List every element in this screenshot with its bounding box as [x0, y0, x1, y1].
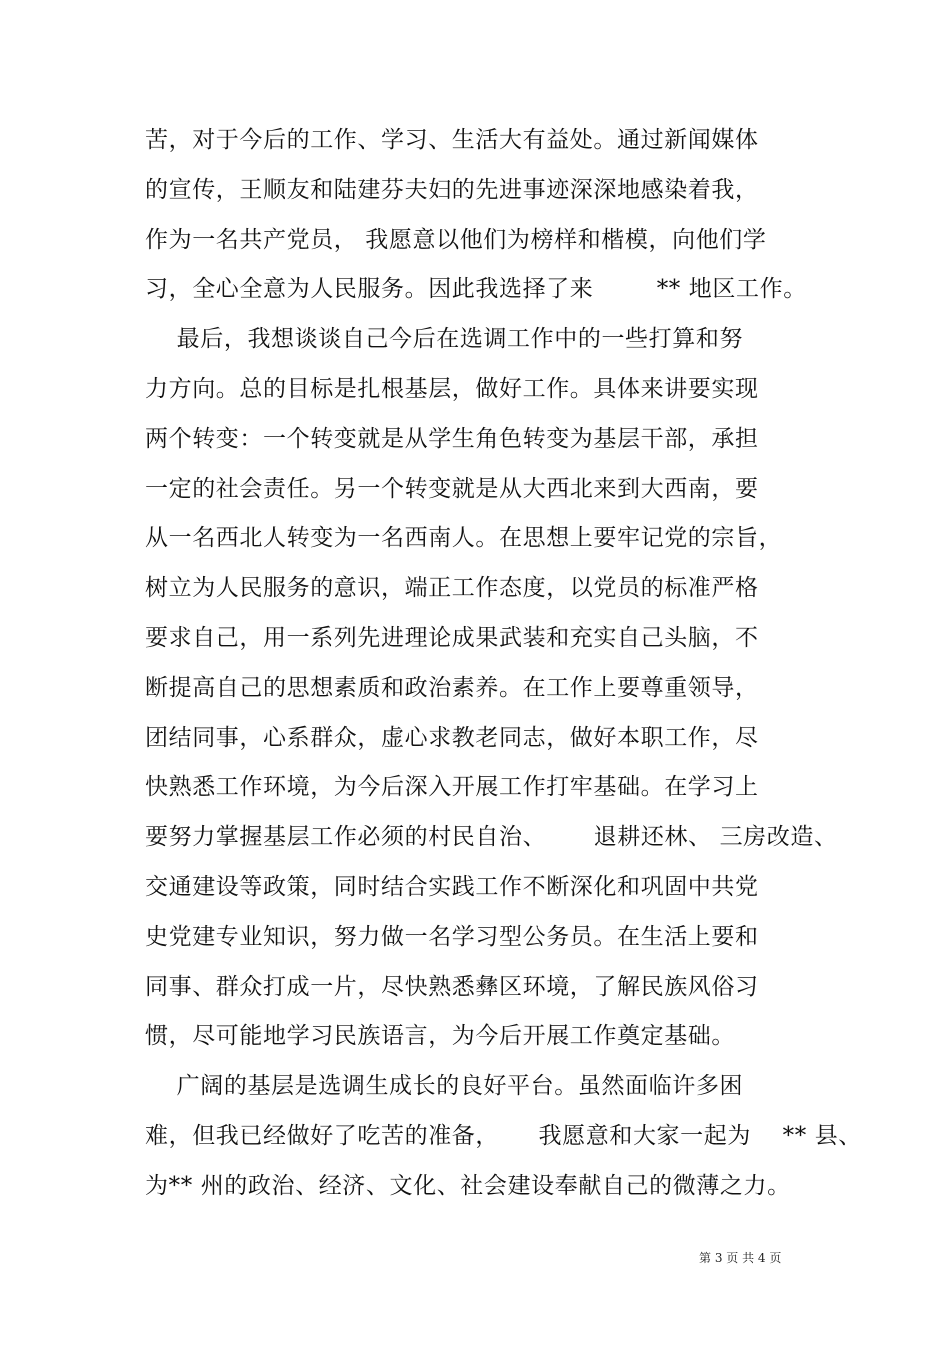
body-text-line: 广阔的基层是选调生成长的良好平台。虽然面临许多困 [145, 1073, 744, 1099]
body-text-line: 苦，对于今后的工作、学习、生活大有益处。通过新闻媒体 [145, 127, 759, 153]
body-text-line: 的宣传，王顺友和陆建芬夫妇的先进事迹深深地感染着我， [145, 177, 759, 203]
body-text-line: 从一名西北人转变为一名西南人。在思想上要牢记党的宗旨， [145, 525, 783, 551]
body-text-line: 习，全心全意为人民服务。因此我选择了来 ** 地区工作。 [145, 276, 807, 302]
body-text-line: 断提高自己的思想素质和政治素养。在工作上要尊重领导， [145, 675, 759, 701]
body-text-line: 交通建设等政策，同时结合实践工作不断深化和巩固中共党 [145, 874, 759, 900]
body-text-line: 同事、群众打成一片，尽快熟悉彝区环境，了解民族风俗习 [145, 974, 759, 1000]
page-number-footer: 第 3 页 共 4 页 [699, 1251, 782, 1265]
body-text-line: 团结同事，心系群众，虚心求教老同志，做好本职工作，尽 [145, 725, 759, 751]
body-text-line: 两个转变：一个转变就是从学生角色转变为基层干部，承担 [145, 426, 759, 452]
body-text-line: 力方向。总的目标是扎根基层，做好工作。具体来讲要实现 [145, 376, 759, 402]
body-text-line: 快熟悉工作环境，为今后深入开展工作打牢基础。在学习上 [145, 774, 759, 800]
body-text-line: 难，但我已经做好了吃苦的准备， 我愿意和大家一起为 ** 县、 [145, 1123, 862, 1149]
body-text-line: 史党建专业知识，努力做一名学习型公务员。在生活上要和 [145, 924, 759, 950]
body-text-line: 为** 州的政治、经济、文化、社会建设奉献自己的微薄之力。 [145, 1173, 791, 1199]
body-text-line: 一定的社会责任。另一个转变就是从大西北来到大西南，要 [145, 476, 759, 502]
body-text-line: 要努力掌握基层工作必须的村民自治、 退耕还林、 三房改造、 [145, 824, 838, 850]
body-text-line: 最后，我想谈谈自己今后在选调工作中的一些打算和努 [145, 326, 744, 352]
body-text-line: 要求自己，用一系列先进理论成果武装和充实自己头脑，不 [145, 625, 759, 651]
body-text-line: 作为一名共产党员， 我愿意以他们为榜样和楷模，向他们学 [145, 227, 767, 253]
body-text-line: 惯，尽可能地学习民族语言，为今后开展工作奠定基础。 [145, 1023, 735, 1049]
body-text-line: 树立为人民服务的意识，端正工作态度，以党员的标准严格 [145, 575, 759, 601]
